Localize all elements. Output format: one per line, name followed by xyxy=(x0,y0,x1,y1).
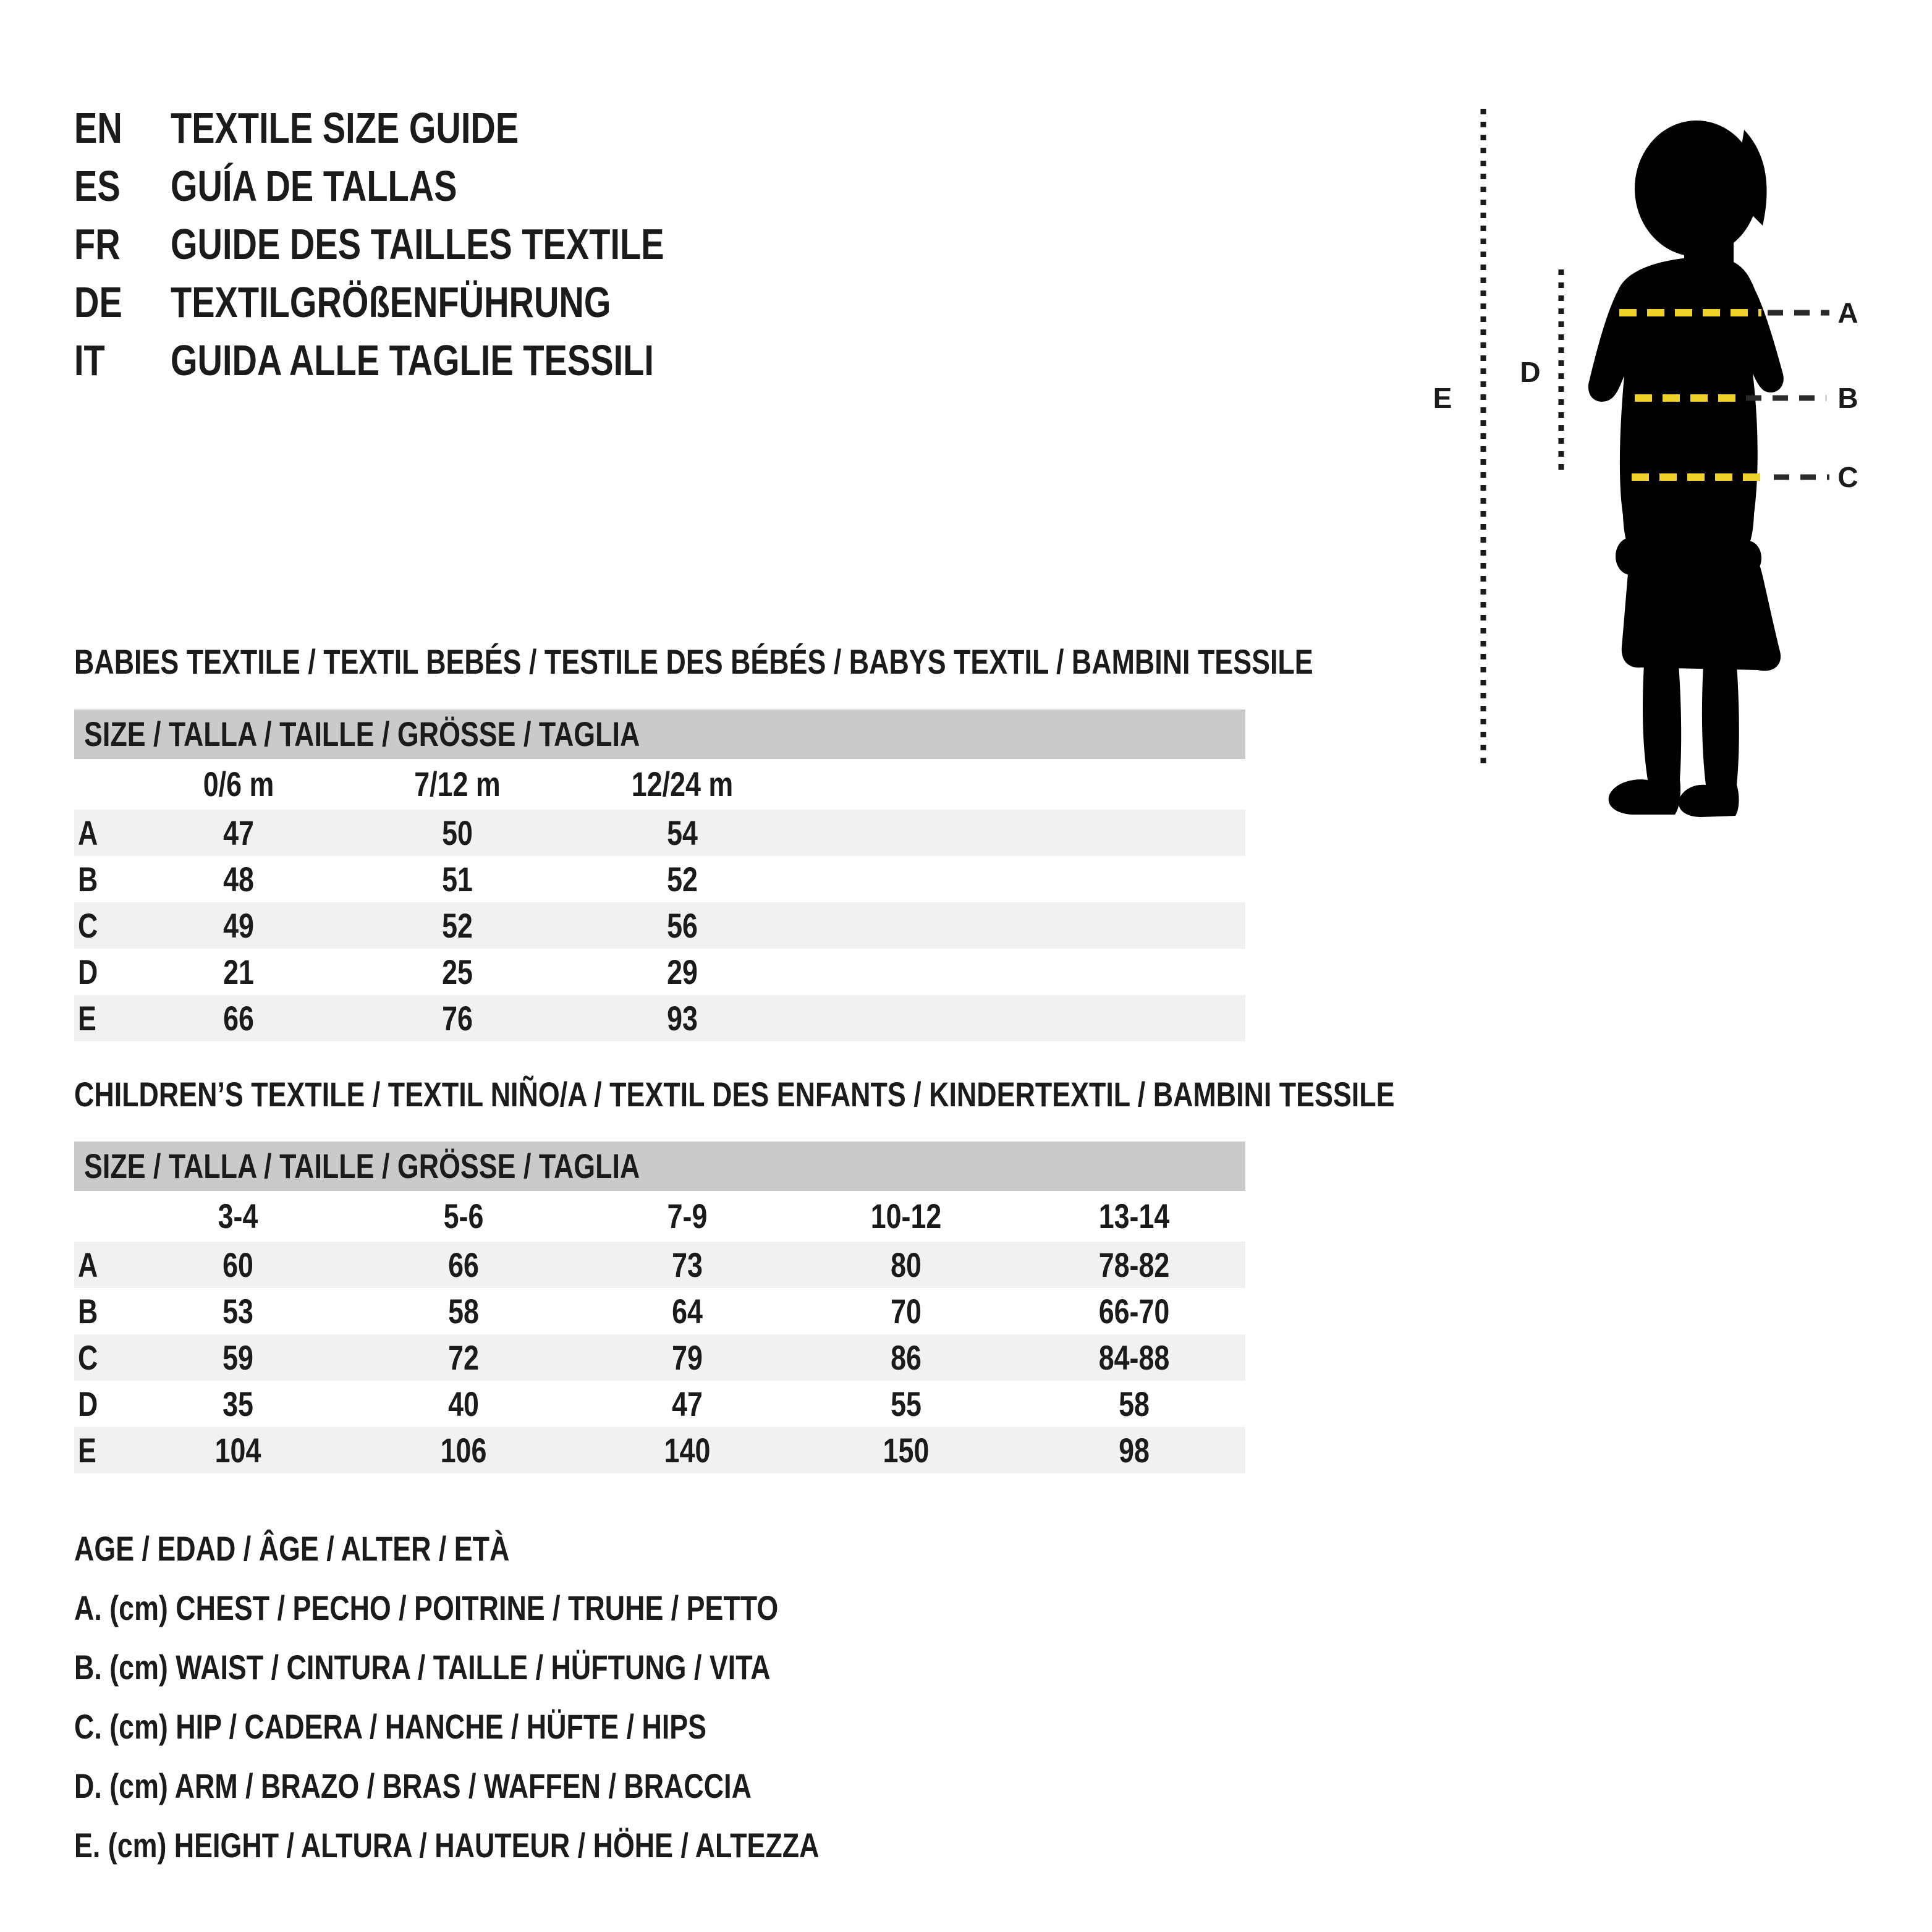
row-label: C xyxy=(78,906,98,945)
table-cell: 35 xyxy=(222,1384,253,1423)
language-row-es xyxy=(74,157,1063,215)
table-cell: 21 xyxy=(223,952,254,991)
children-size-header-text: SIZE / TALLA / TAILLE / GRÖSSE / TAGLIA xyxy=(84,1146,640,1185)
table-cell: 48 xyxy=(223,860,254,899)
table-cell: 47 xyxy=(672,1384,703,1423)
legend-line-chest xyxy=(74,1578,1006,1638)
label-e: E xyxy=(1433,382,1452,414)
children-heading-text: CHILDREN’S TEXTILE / TEXTIL NIÑO/A / TEXTIL DES ENFANTS / KINDERTEXTIL / BAMBINI TESSILE xyxy=(74,1075,1395,1114)
table-cell: 49 xyxy=(223,906,254,945)
table-row xyxy=(74,902,1245,949)
label-c: C xyxy=(1837,461,1858,493)
table-cell: 29 xyxy=(667,952,698,991)
child-silhouette-icon xyxy=(1588,121,1784,817)
table-cell: 25 xyxy=(442,952,473,991)
row-label: B xyxy=(78,860,98,899)
table-cell: 70 xyxy=(891,1292,922,1331)
table-row xyxy=(74,949,1245,995)
legend-text: A. (cm) CHEST / PECHO / POITRINE / TRUHE / PETTO xyxy=(74,1588,779,1627)
column-header: 7-9 xyxy=(667,1197,708,1235)
table-cell: 59 xyxy=(222,1338,253,1377)
language-row-fr xyxy=(74,215,1063,273)
row-label: D xyxy=(78,1384,98,1423)
babies-column-header-row xyxy=(74,759,1245,810)
column-header: 3-4 xyxy=(218,1197,258,1235)
table-cell: 47 xyxy=(223,813,254,852)
row-label: A xyxy=(78,813,98,852)
label-a: A xyxy=(1837,297,1858,329)
table-cell: 51 xyxy=(442,860,473,899)
label-b: B xyxy=(1837,382,1858,414)
table-row xyxy=(74,856,1245,902)
table-cell: 150 xyxy=(883,1431,930,1470)
legend-text: E. (cm) HEIGHT / ALTURA / HAUTEUR / HÖHE / ALTEZZA xyxy=(74,1826,820,1865)
table-cell: 52 xyxy=(442,906,473,945)
table-cell: 93 xyxy=(667,999,698,1038)
measurement-diagram xyxy=(1421,93,1891,828)
table-row xyxy=(74,1427,1245,1473)
babies-section-heading xyxy=(74,643,1623,681)
guide-title: GUÍA DE TALLAS xyxy=(171,162,457,210)
table-cell: 106 xyxy=(440,1431,487,1470)
table-cell: 73 xyxy=(672,1245,703,1284)
language-code: ES xyxy=(74,162,121,210)
table-cell: 54 xyxy=(667,813,698,852)
row-label: B xyxy=(78,1292,98,1331)
table-row xyxy=(74,810,1245,856)
legend-text: C. (cm) HIP / CADERA / HANCHE / HÜFTE / HIPS xyxy=(74,1707,707,1746)
table-row xyxy=(74,1288,1245,1334)
table-cell: 52 xyxy=(667,860,698,899)
legend-line-waist xyxy=(74,1638,1006,1697)
table-cell: 58 xyxy=(448,1292,479,1331)
legend-line-arm xyxy=(74,1756,1006,1816)
table-cell: 66 xyxy=(448,1245,479,1284)
babies-size-header-band xyxy=(74,710,1245,759)
guide-title: GUIDA ALLE TAGLIE TESSILI xyxy=(171,336,654,384)
table-cell: 76 xyxy=(442,999,473,1038)
guide-title: GUIDE DES TAILLES TEXTILE xyxy=(171,220,664,268)
language-code: FR xyxy=(74,220,121,268)
table-cell: 50 xyxy=(442,813,473,852)
table-cell: 58 xyxy=(1119,1384,1150,1423)
table-cell: 56 xyxy=(667,906,698,945)
table-cell: 140 xyxy=(664,1431,711,1470)
language-row-de xyxy=(74,273,1063,331)
table-row xyxy=(74,1381,1245,1427)
table-cell: 86 xyxy=(891,1338,922,1377)
legend-text: D. (cm) ARM / BRAZO / BRAS / WAFFEN / BRACCIA xyxy=(74,1766,752,1805)
table-cell: 98 xyxy=(1119,1431,1150,1470)
table-cell: 79 xyxy=(672,1338,703,1377)
row-label: A xyxy=(78,1245,98,1284)
table-cell: 60 xyxy=(222,1245,253,1284)
legend-line-height xyxy=(74,1816,1006,1875)
guide-title: TEXTILE SIZE GUIDE xyxy=(171,104,519,152)
table-cell: 72 xyxy=(448,1338,479,1377)
table-cell: 53 xyxy=(222,1292,253,1331)
language-code: IT xyxy=(74,336,105,384)
language-code: EN xyxy=(74,104,122,152)
children-size-header-band xyxy=(74,1142,1245,1191)
language-row-it xyxy=(74,331,1063,389)
legend-text: B. (cm) WAIST / CINTURA / TAILLE / HÜFTUNG / VITA xyxy=(74,1648,771,1687)
row-label: D xyxy=(78,952,98,991)
column-header: 12/24 m xyxy=(631,765,734,803)
babies-heading-text: BABIES TEXTILE / TEXTIL BEBÉS / TESTILE DES BÉBÉS / BABYS TEXTIL / BAMBINI TESSILE xyxy=(74,642,1313,681)
language-row-en xyxy=(74,99,1063,157)
column-header: 7/12 m xyxy=(414,765,501,803)
children-table xyxy=(74,1191,1245,1473)
legend-line-hip xyxy=(74,1697,1006,1756)
table-cell: 55 xyxy=(891,1384,922,1423)
measurement-legend xyxy=(74,1519,1006,1875)
column-header: 5-6 xyxy=(443,1197,484,1235)
language-title-list xyxy=(74,99,1063,389)
table-row xyxy=(74,1242,1245,1288)
children-column-header-row xyxy=(74,1191,1245,1242)
table-row xyxy=(74,1334,1245,1381)
table-row xyxy=(74,995,1245,1041)
table-cell: 84-88 xyxy=(1098,1338,1170,1377)
column-header: 13-14 xyxy=(1098,1197,1170,1235)
label-d: D xyxy=(1520,356,1541,388)
table-cell: 66-70 xyxy=(1098,1292,1170,1331)
table-cell: 66 xyxy=(223,999,254,1038)
row-label: E xyxy=(78,999,96,1038)
table-cell: 80 xyxy=(891,1245,922,1284)
table-cell: 40 xyxy=(448,1384,479,1423)
legend-line-age xyxy=(74,1519,1006,1578)
table-cell: 104 xyxy=(214,1431,261,1470)
row-label: E xyxy=(78,1431,96,1470)
row-label: C xyxy=(78,1338,98,1377)
table-cell: 78-82 xyxy=(1098,1245,1170,1284)
children-section-heading xyxy=(74,1075,1725,1114)
language-code: DE xyxy=(74,278,122,326)
column-header: 0/6 m xyxy=(203,765,274,803)
guide-title: TEXTILGRÖßENFÜHRUNG xyxy=(171,278,611,326)
column-header: 10-12 xyxy=(870,1197,942,1235)
table-cell: 64 xyxy=(672,1292,703,1331)
legend-text: AGE / EDAD / ÂGE / ALTER / ETÀ xyxy=(74,1529,510,1568)
babies-table xyxy=(74,759,1245,1041)
babies-size-header-text: SIZE / TALLA / TAILLE / GRÖSSE / TAGLIA xyxy=(84,714,640,753)
